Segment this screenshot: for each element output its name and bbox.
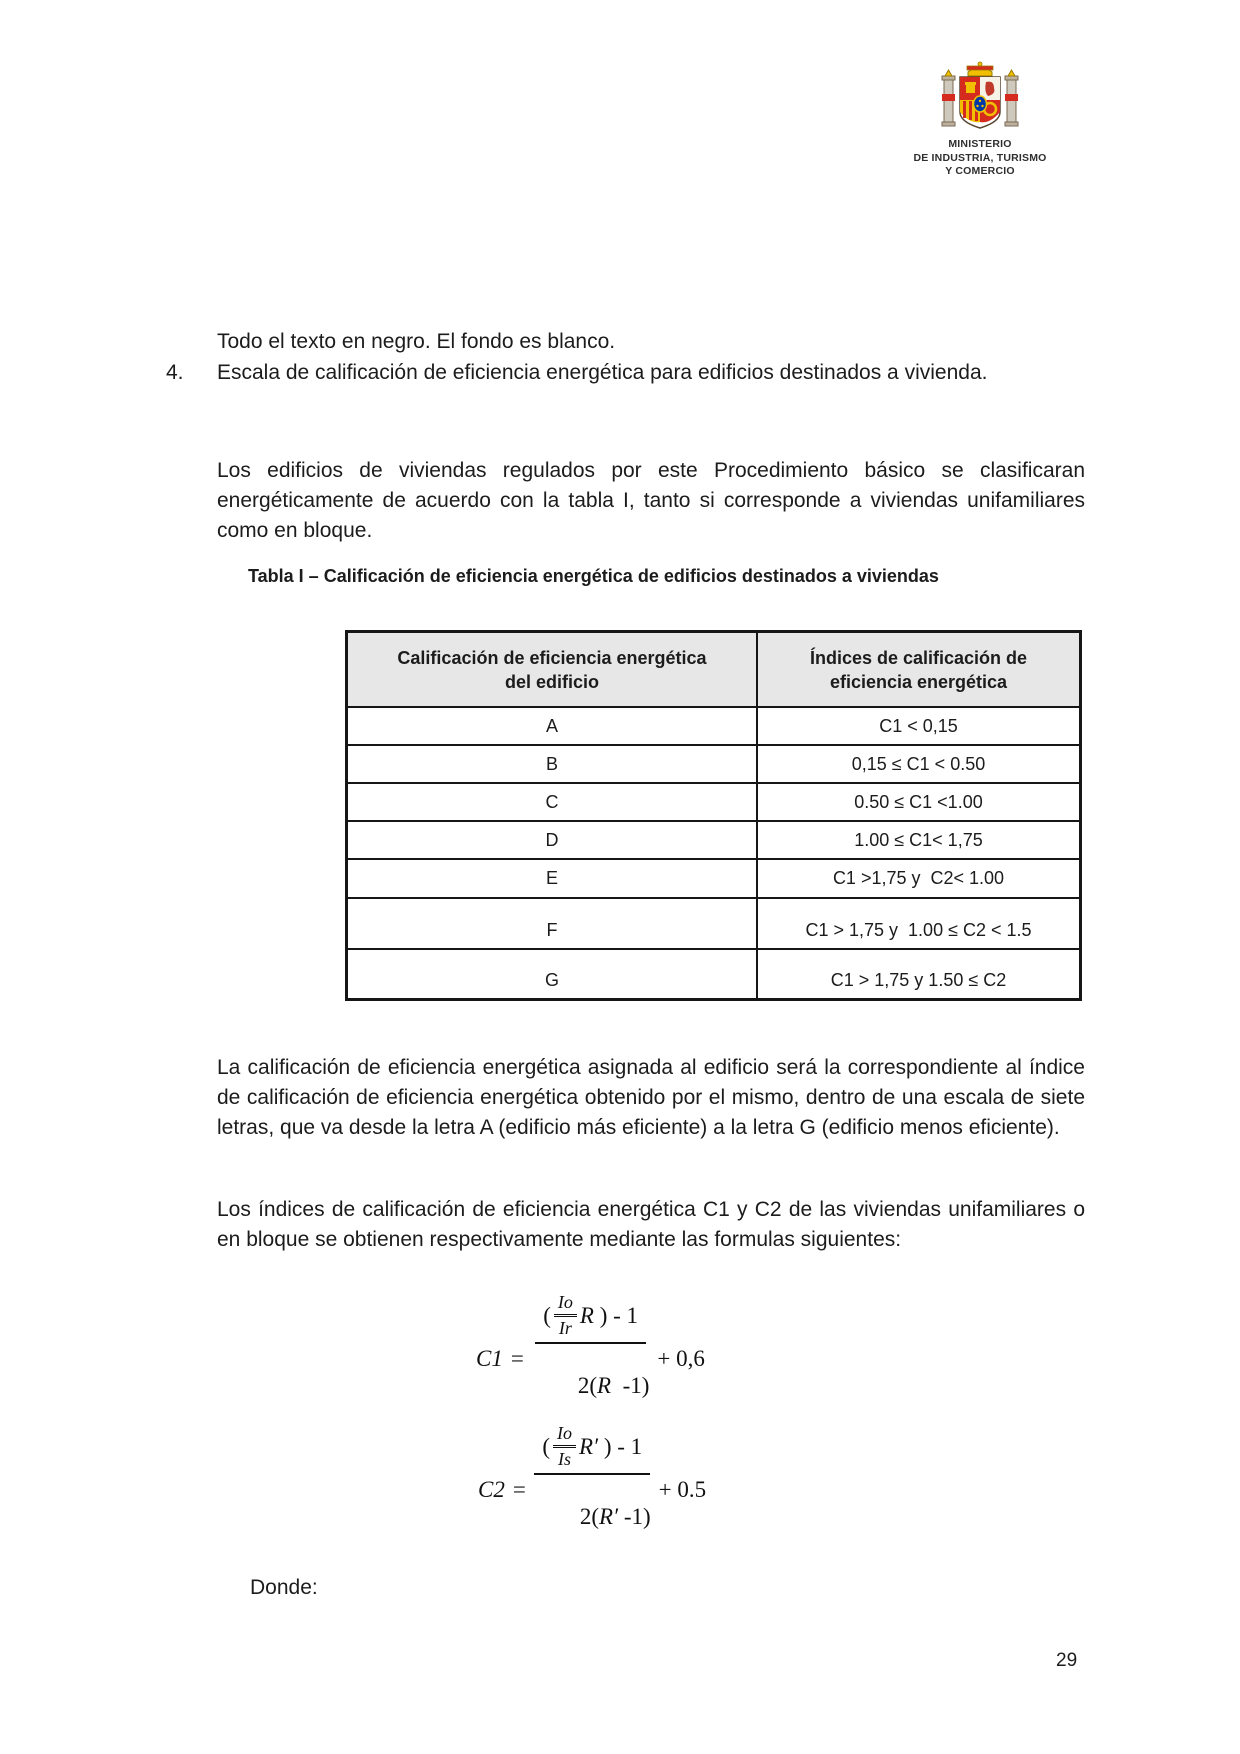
rating-index: 1.00 ≤ C1< 1,75: [854, 829, 983, 850]
formula-c2-equals: =: [512, 1477, 526, 1503]
rating-letter: E: [348, 860, 758, 897]
paragraph-rating-scale: La calificación de eficiencia energética asignada al edificio será la correspondiente al índice de calificación de eficiencia energética obtenido por el mismo, dentro de una escala de siete letras, que va desde la letra A (edificio más eficiente) a la letra G (edificio menos eficiente).: [217, 1056, 1085, 1139]
table-row: [348, 948, 1079, 998]
formula-c2-numerator-tail: ) - 1: [598, 1433, 643, 1459]
table-header-row: [348, 633, 1079, 706]
ministry-name-line2: DE INDUSTRIA, TURISMO: [913, 151, 1047, 164]
rating-index: 0.50 ≤ C1 <1.00: [854, 791, 983, 812]
paragraph-regulation: Los edificios de viviendas regulados por este Procedimiento básico se clasificaran energéticamente de acuerdo con la tabla I, tanto si corresponde a viviendas unifamiliares como en bloque.: [217, 459, 1085, 542]
ministry-logo: [898, 60, 1062, 179]
section-heading: Escala de calificación de eficiencia energética para edificios destinados a vivienda.: [217, 361, 988, 384]
formula-c2-constant: + 0.5: [658, 1477, 707, 1503]
donde-label: Donde:: [250, 1576, 318, 1599]
formula-c1-inner-fraction: $\frac{Io}{Ir}$: [554, 1293, 577, 1338]
table-row: [348, 706, 1079, 744]
note-text: Todo el texto en negro. El fondo es blanco.: [217, 330, 616, 353]
table-header-rating: Calificación de eficiencia energética del edificio: [348, 633, 758, 706]
formula-c2-denominator: 2(R′ -1): [579, 1504, 651, 1530]
table-row: [348, 744, 1079, 782]
table-row: [348, 782, 1079, 820]
formula-c1-numerator-tail: ) - 1: [593, 1302, 639, 1328]
rating-index: C1 > 1,75 y 1.50 ≤ C2: [830, 970, 1007, 990]
rating-letter: F: [348, 899, 758, 948]
page-number: 29: [1056, 1650, 1078, 1671]
section-number: 4.: [166, 361, 184, 384]
formula-c2-lhs: C2: [478, 1477, 505, 1503]
rating-letter: D: [348, 822, 758, 858]
rating-index: C1 > 1,75 y 1.00 ≤ C2 < 1.5: [805, 920, 1032, 940]
rating-letter: G: [348, 950, 758, 998]
rating-index: 0,15 ≤ C1 < 0.50: [851, 753, 986, 774]
table-row: [348, 820, 1079, 858]
formula-c2-open-paren: (: [542, 1433, 550, 1459]
table-row: [348, 897, 1079, 948]
rating-letter: C: [348, 784, 758, 820]
ministry-name-line1: MINISTERIO: [948, 138, 1012, 150]
paragraph-indices: Los índices de calificación de eficiencia energética C1 y C2 de las viviendas unifamiliares o en bloque se obtienen respectivamente mediante las formulas siguientes:: [217, 1198, 1085, 1251]
formula-c1-equals: =: [510, 1346, 524, 1372]
energy-rating-table: [345, 630, 1082, 1001]
table-row: [348, 858, 1079, 897]
formula-c2-factor: R′: [579, 1433, 599, 1459]
rating-index: C1 >1,75 y C2< 1.00: [832, 868, 1005, 888]
formula-c1: [476, 1293, 705, 1425]
formula-c1-lhs: C1: [476, 1346, 503, 1372]
ministry-name-line3: Y COMERCIO: [945, 165, 1015, 177]
rating-letter: B: [348, 746, 758, 782]
formula-c1-denominator: 2(R -1): [577, 1373, 650, 1399]
formula-c2-fraction: [534, 1424, 651, 1556]
spain-coat-of-arms-icon: [938, 60, 1022, 134]
section-4: [166, 358, 1085, 388]
formula-c1-constant: + 0,6: [657, 1346, 705, 1372]
formula-c1-fraction: [532, 1293, 650, 1425]
formula-c2: [478, 1424, 706, 1556]
formula-c2-inner-fraction: $\frac{Io}{Is}$: [553, 1424, 576, 1469]
rating-letter: A: [348, 708, 758, 744]
formula-c1-factor: R: [579, 1302, 594, 1328]
formula-c1-open-paren: (: [543, 1302, 551, 1328]
table-header-index: Índices de calificación de eficiencia energética: [809, 647, 1028, 692]
rating-index: C1 < 0,15: [879, 715, 958, 736]
table-title: Tabla I – Calificación de eficiencia energética de edificios destinados a viviendas: [248, 566, 939, 586]
